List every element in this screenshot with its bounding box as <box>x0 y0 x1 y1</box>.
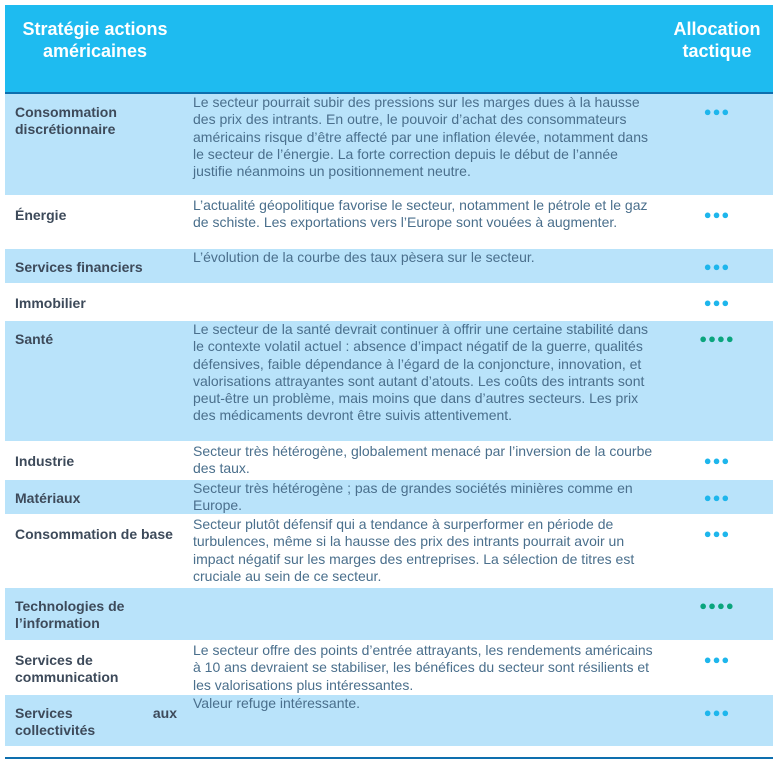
sector-description: L’évolution de la courbe des taux pèsera sur le secteur. <box>193 249 535 265</box>
table-row <box>5 321 773 443</box>
sector-name-word: collectivités <box>15 722 96 738</box>
table-row <box>5 516 773 588</box>
sector-description <box>185 285 661 319</box>
header-strategy-title: Stratégie actions américaines <box>22 19 168 61</box>
table-row <box>5 695 773 746</box>
table-row <box>5 285 773 321</box>
table-row <box>5 249 773 285</box>
table-bottom-rule <box>5 757 773 759</box>
allocation-dots: ●●● <box>703 526 731 541</box>
header-allocation-title: Allocation tactique <box>673 19 761 61</box>
allocation-dots: ●●● <box>703 295 731 310</box>
table-row <box>5 588 773 642</box>
sector-name-line <box>15 705 177 722</box>
table-row <box>5 480 773 516</box>
allocation-dots: ●●●● <box>699 598 735 613</box>
sector-name-word: aux <box>152 705 177 721</box>
sector-name: Consommation discrétionnaire <box>15 104 117 137</box>
sector-description: Secteur très hétérogène, globalement menacé par l’inversion de la courbe des taux. <box>193 443 653 477</box>
sector-name: Énergie <box>15 207 67 223</box>
table-row <box>5 443 773 480</box>
sector-description: Le secteur pourrait subir des pressions sur les marges dues à la hausse des prix des intrants. En outre, le pouvoir d’achat des consommateurs américains risque d’être affecté par une inflation élevée, notamment dans le secteur de l’énergie. La forte correction depuis le début de l’année justifie néanmoins un positionnement neutre. <box>193 94 649 180</box>
table-row <box>5 642 773 695</box>
allocation-dots: ●●● <box>703 705 731 720</box>
sector-description: Secteur très hétérogène ; pas de grandes sociétés minières comme en Europe. <box>193 480 633 514</box>
sector-name-word: Services <box>15 705 73 721</box>
header-spacer <box>185 5 661 92</box>
sector-name: Matériaux <box>15 490 81 506</box>
sector-description <box>185 588 661 640</box>
sector-name <box>5 695 185 746</box>
table-row <box>5 94 773 197</box>
sector-description: L’actualité géopolitique favorise le secteur, notamment le pétrole et le gaz de schiste. Les exportations vers l’Europe sont vouées à augmenter. <box>193 197 648 231</box>
table-header <box>5 5 773 94</box>
sector-name: Santé <box>15 331 54 347</box>
sector-description: Le secteur de la santé devrait continuer à offrir une certaine stabilité dans le contexte volatil actuel : absence d’impact négatif de la guerre, qualités défensives, faible dépendance à l’égard de la conjoncture, innovation, et valorisations attrayantes sont autant d’atouts. Les coûts des intrants sont peut-être un problème, mais moins que dans d’autres secteurs. Les prix des médicaments devront être suivis attentivement. <box>193 321 649 424</box>
allocation-dots: ●●● <box>703 259 731 274</box>
allocation-dots: ●●● <box>703 453 731 468</box>
allocation-dots: ●●● <box>703 207 731 222</box>
sector-name: Industrie <box>15 453 75 469</box>
table-row <box>5 197 773 249</box>
sector-description: Le secteur offre des points d’entrée attrayants, les rendements américains à 10 ans devraient se stabiliser, les bénéfices du secteur sont résilients et les valorisations plus intéressantes. <box>193 642 653 693</box>
sector-name: Technologies de l’information <box>15 598 125 631</box>
allocation-dots: ●●● <box>703 490 731 505</box>
allocation-dots: ●●● <box>703 652 731 667</box>
allocation-dots: ●●●● <box>699 331 735 346</box>
sector-name: Immobilier <box>15 295 86 311</box>
sector-description: Valeur refuge intéressante. <box>193 695 361 711</box>
sector-description: Secteur plutôt défensif qui a tendance à surperformer en période de turbulences, même si la hausse des prix des intrants pourrait avoir un impact négatif sur les marges des entreprises. La sélection de titres est cruciale au sein de ce secteur. <box>193 516 635 584</box>
strategy-table <box>5 5 773 746</box>
allocation-dots: ●●● <box>703 104 731 119</box>
sector-name: Services financiers <box>15 259 143 275</box>
sector-name: Consommation de base <box>15 526 173 542</box>
sector-name: Services de communication <box>15 652 119 685</box>
